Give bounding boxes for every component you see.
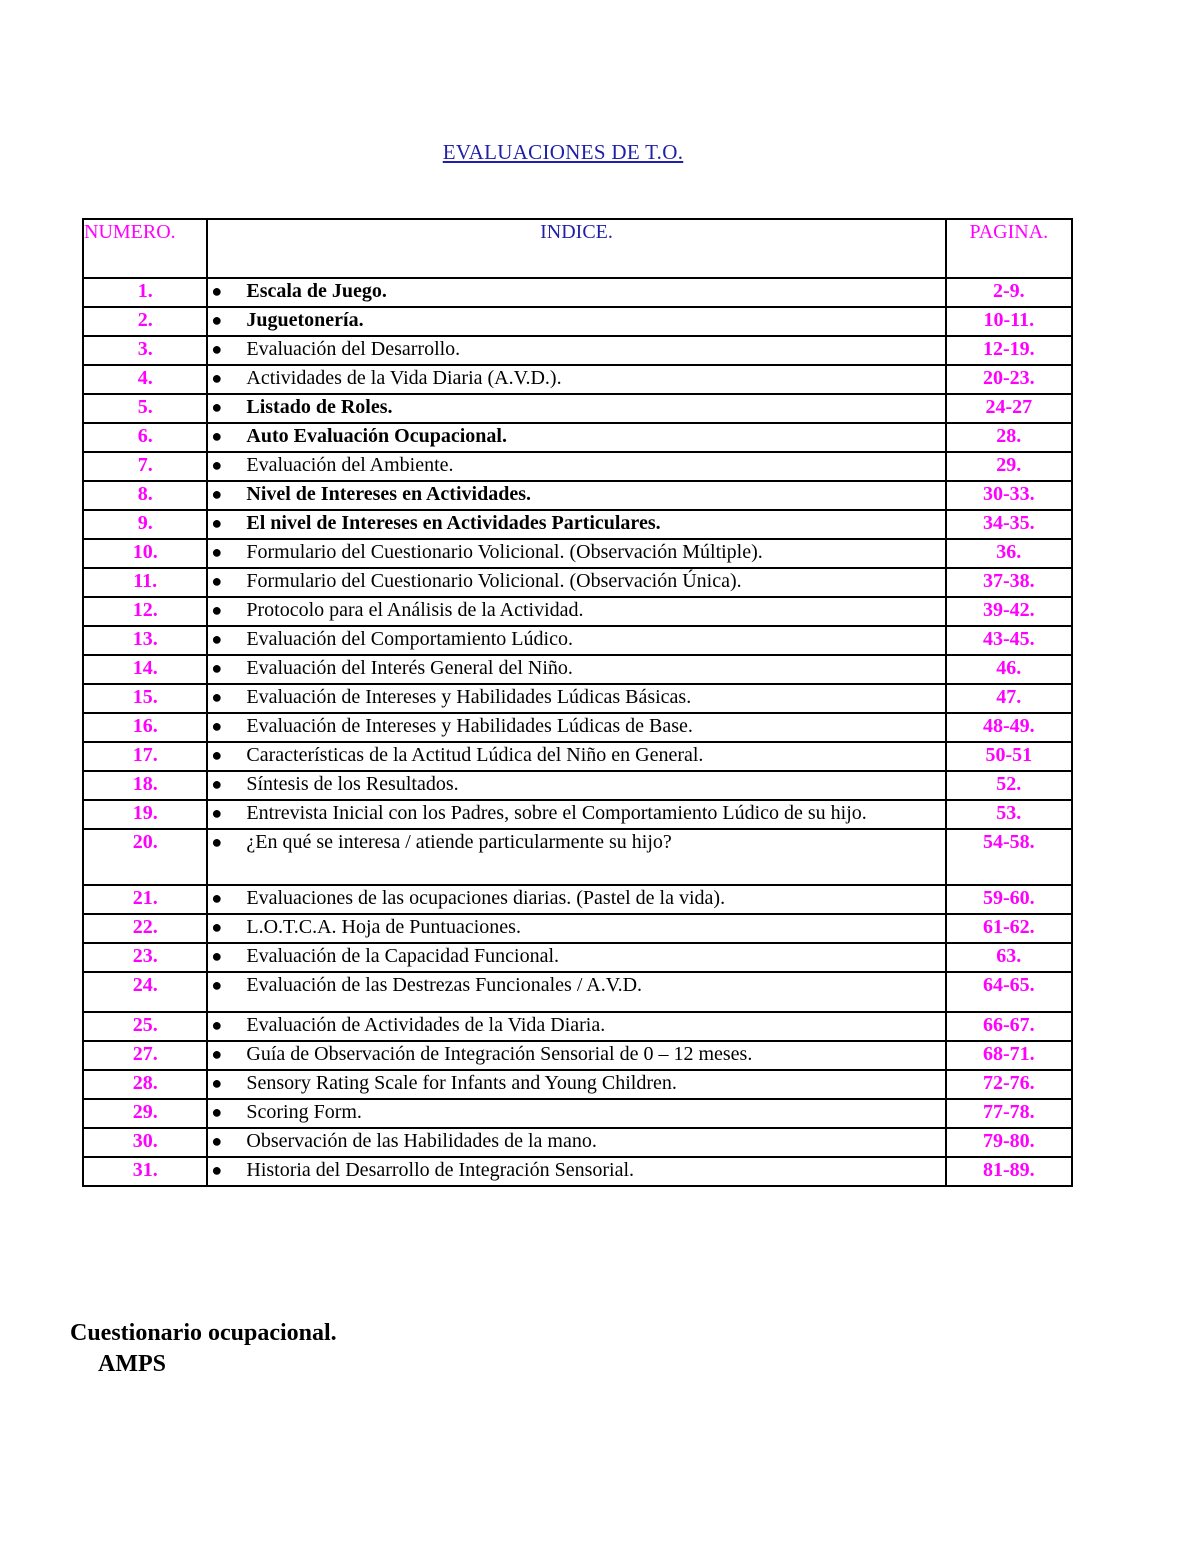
row-number: 15. <box>83 684 207 713</box>
row-page: 24-27 <box>946 394 1072 423</box>
row-page: 63. <box>946 943 1072 972</box>
bullet-icon: ● <box>211 484 223 504</box>
row-index-cell <box>207 568 945 597</box>
row-number: 1. <box>83 278 207 307</box>
row-title: Historia del Desarrollo de Integración Sensorial. <box>246 1159 635 1181</box>
table-row <box>83 626 1072 655</box>
row-title: Evaluación de las Destrezas Funcionales / A.V.D. <box>246 974 643 996</box>
row-page: 79-80. <box>946 1128 1072 1157</box>
table-row <box>83 771 1072 800</box>
bullet-icon: ● <box>211 513 223 533</box>
row-page: 30-33. <box>946 481 1072 510</box>
row-page: 66-67. <box>946 1012 1072 1041</box>
row-page: 72-76. <box>946 1070 1072 1099</box>
row-number: 8. <box>83 481 207 510</box>
row-page: 2-9. <box>946 278 1072 307</box>
row-page: 53. <box>946 800 1072 829</box>
table-row <box>83 452 1072 481</box>
row-page: 59-60. <box>946 885 1072 914</box>
row-title: Observación de las Habilidades de la mano. <box>246 1130 597 1152</box>
row-title: Formulario del Cuestionario Volicional. (Observación Múltiple). <box>246 541 763 563</box>
row-index-cell <box>207 1041 945 1070</box>
row-page: 68-71. <box>946 1041 1072 1070</box>
row-index-cell <box>207 771 945 800</box>
row-index-cell <box>207 336 945 365</box>
row-number: 25. <box>83 1012 207 1041</box>
bullet-icon: ● <box>211 946 223 966</box>
table-row <box>83 423 1072 452</box>
row-page: 48-49. <box>946 713 1072 742</box>
row-index-cell <box>207 539 945 568</box>
row-title: Evaluación de la Capacidad Funcional. <box>246 945 560 967</box>
table-row <box>83 742 1072 771</box>
bullet-icon: ● <box>211 1073 223 1093</box>
row-title: El nivel de Intereses en Actividades Particulares. <box>246 512 661 534</box>
table-row <box>83 1099 1072 1128</box>
bullet-icon: ● <box>211 888 223 908</box>
row-number: 27. <box>83 1041 207 1070</box>
row-number: 10. <box>83 539 207 568</box>
table-row <box>83 510 1072 539</box>
row-index-cell <box>207 800 945 829</box>
row-title: Evaluación del Interés General del Niño. <box>246 657 573 679</box>
row-number: 17. <box>83 742 207 771</box>
row-number: 13. <box>83 626 207 655</box>
row-number: 24. <box>83 972 207 1012</box>
row-title: Características de la Actitud Lúdica del Niño en General. <box>246 744 704 766</box>
row-title: L.O.T.C.A. Hoja de Puntuaciones. <box>246 916 521 938</box>
table-row <box>83 481 1072 510</box>
row-number: 29. <box>83 1099 207 1128</box>
row-page: 43-45. <box>946 626 1072 655</box>
row-number: 22. <box>83 914 207 943</box>
row-number: 4. <box>83 365 207 394</box>
bullet-icon: ● <box>211 426 223 446</box>
row-number: 2. <box>83 307 207 336</box>
bullet-icon: ● <box>211 368 223 388</box>
bullet-icon: ● <box>211 1044 223 1064</box>
table-row <box>83 1128 1072 1157</box>
bullet-icon: ● <box>211 774 223 794</box>
row-page: 77-78. <box>946 1099 1072 1128</box>
row-title: Listado de Roles. <box>246 396 393 418</box>
row-page: 39-42. <box>946 597 1072 626</box>
row-title: Actividades de la Vida Diaria (A.V.D.). <box>246 367 562 389</box>
row-page: 28. <box>946 423 1072 452</box>
row-index-cell <box>207 1099 945 1128</box>
table-row <box>83 568 1072 597</box>
row-title: Sensory Rating Scale for Infants and Young Children. <box>246 1072 677 1094</box>
row-number: 21. <box>83 885 207 914</box>
row-page: 64-65. <box>946 972 1072 1012</box>
row-page: 20-23. <box>946 365 1072 394</box>
table-row <box>83 943 1072 972</box>
row-page: 47. <box>946 684 1072 713</box>
table-row <box>83 972 1072 1012</box>
row-index-cell <box>207 1157 945 1186</box>
bullet-icon: ● <box>211 1160 223 1180</box>
header-pagina: PAGINA. <box>946 219 1072 278</box>
row-index-cell <box>207 1128 945 1157</box>
table-row <box>83 394 1072 423</box>
bullet-icon: ● <box>211 658 223 678</box>
row-title: Evaluación de Intereses y Habilidades Lúdicas Básicas. <box>246 686 692 708</box>
row-number: 18. <box>83 771 207 800</box>
row-index-cell <box>207 307 945 336</box>
table-row <box>83 307 1072 336</box>
row-title: Formulario del Cuestionario Volicional. (Observación Única). <box>246 570 742 592</box>
bullet-icon: ● <box>211 339 223 359</box>
row-number: 11. <box>83 568 207 597</box>
table-row <box>83 365 1072 394</box>
row-page: 52. <box>946 771 1072 800</box>
row-index-cell <box>207 713 945 742</box>
header-indice: INDICE. <box>207 219 945 278</box>
row-number: 12. <box>83 597 207 626</box>
row-title: Entrevista Inicial con los Padres, sobre el Comportamiento Lúdico de su hijo. <box>246 802 867 824</box>
bullet-icon: ● <box>211 975 223 995</box>
table-row <box>83 1012 1072 1041</box>
table-header-row <box>83 219 1072 278</box>
row-page: 46. <box>946 655 1072 684</box>
row-page: 34-35. <box>946 510 1072 539</box>
row-index-cell <box>207 394 945 423</box>
row-number: 16. <box>83 713 207 742</box>
bullet-icon: ● <box>211 832 223 852</box>
row-number: 9. <box>83 510 207 539</box>
row-number: 14. <box>83 655 207 684</box>
row-number: 7. <box>83 452 207 481</box>
table-row <box>83 1157 1072 1186</box>
row-number: 31. <box>83 1157 207 1186</box>
row-index-cell <box>207 278 945 307</box>
row-title: Protocolo para el Análisis de la Actividad. <box>246 599 584 621</box>
row-number: 23. <box>83 943 207 972</box>
row-index-cell <box>207 510 945 539</box>
row-index-cell <box>207 914 945 943</box>
row-index-cell <box>207 972 945 1012</box>
row-page: 81-89. <box>946 1157 1072 1186</box>
row-page: 29. <box>946 452 1072 481</box>
row-page: 54-58. <box>946 829 1072 885</box>
row-title: Nivel de Intereses en Actividades. <box>246 483 531 505</box>
table-row <box>83 655 1072 684</box>
bullet-icon: ● <box>211 803 223 823</box>
row-title: Guía de Observación de Integración Sensorial de 0 – 12 meses. <box>246 1043 753 1065</box>
table-row <box>83 885 1072 914</box>
row-title: ¿En qué se interesa / atiende particularmente su hijo? <box>246 831 672 853</box>
row-number: 19. <box>83 800 207 829</box>
row-index-cell <box>207 626 945 655</box>
row-title: Síntesis de los Resultados. <box>246 773 459 795</box>
row-page: 12-19. <box>946 336 1072 365</box>
bullet-icon: ● <box>211 716 223 736</box>
table-row <box>83 914 1072 943</box>
row-index-cell <box>207 1012 945 1041</box>
row-index-cell <box>207 829 945 885</box>
row-title: Evaluación del Desarrollo. <box>246 338 461 360</box>
table-row <box>83 713 1072 742</box>
table-row <box>83 800 1072 829</box>
row-number: 6. <box>83 423 207 452</box>
row-index-cell <box>207 597 945 626</box>
table-row <box>83 684 1072 713</box>
row-index-cell <box>207 481 945 510</box>
bullet-icon: ● <box>211 310 223 330</box>
bullet-icon: ● <box>211 629 223 649</box>
row-title: Evaluaciones de las ocupaciones diarias. (Pastel de la vida). <box>246 887 726 909</box>
bullet-icon: ● <box>211 600 223 620</box>
row-index-cell <box>207 423 945 452</box>
row-index-cell <box>207 452 945 481</box>
row-index-cell <box>207 742 945 771</box>
table-row <box>83 539 1072 568</box>
bullet-icon: ● <box>211 1102 223 1122</box>
bullet-icon: ● <box>211 1015 223 1035</box>
row-title: Evaluación de Actividades de la Vida Diaria. <box>246 1014 606 1036</box>
row-index-cell <box>207 655 945 684</box>
row-page: 37-38. <box>946 568 1072 597</box>
table-row <box>83 336 1072 365</box>
row-number: 20. <box>83 829 207 885</box>
row-title: Auto Evaluación Ocupacional. <box>246 425 507 447</box>
row-title: Scoring Form. <box>246 1101 362 1123</box>
row-page: 50-51 <box>946 742 1072 771</box>
table-row <box>83 1041 1072 1070</box>
row-number: 28. <box>83 1070 207 1099</box>
bullet-icon: ● <box>211 455 223 475</box>
index-table <box>82 218 1073 1187</box>
row-page: 36. <box>946 539 1072 568</box>
bullet-icon: ● <box>211 571 223 591</box>
row-page: 10-11. <box>946 307 1072 336</box>
row-title: Juguetonería. <box>246 309 364 331</box>
bullet-icon: ● <box>211 542 223 562</box>
row-title: Evaluación de Intereses y Habilidades Lúdicas de Base. <box>246 715 693 737</box>
table-body <box>83 278 1072 1186</box>
bullet-icon: ● <box>211 917 223 937</box>
header-numero: NUMERO. <box>83 219 207 278</box>
row-index-cell <box>207 885 945 914</box>
footer-line-2: AMPS <box>98 1351 166 1377</box>
row-number: 30. <box>83 1128 207 1157</box>
table-row <box>83 829 1072 885</box>
row-number: 3. <box>83 336 207 365</box>
bullet-icon: ● <box>211 1131 223 1151</box>
table-row <box>83 597 1072 626</box>
row-index-cell <box>207 1070 945 1099</box>
bullet-icon: ● <box>211 745 223 765</box>
row-title: Evaluación del Comportamiento Lúdico. <box>246 628 573 650</box>
row-index-cell <box>207 684 945 713</box>
footer-line-1: Cuestionario ocupacional. <box>70 1320 337 1346</box>
row-title: Evaluación del Ambiente. <box>246 454 454 476</box>
bullet-icon: ● <box>211 281 223 301</box>
document-title: EVALUACIONES DE T.O. <box>442 140 684 164</box>
table-row <box>83 1070 1072 1099</box>
bullet-icon: ● <box>211 687 223 707</box>
table-row <box>83 278 1072 307</box>
row-index-cell <box>207 365 945 394</box>
bullet-icon: ● <box>211 397 223 417</box>
row-index-cell <box>207 943 945 972</box>
row-number: 5. <box>83 394 207 423</box>
row-title: Escala de Juego. <box>246 280 387 302</box>
row-page: 61-62. <box>946 914 1072 943</box>
